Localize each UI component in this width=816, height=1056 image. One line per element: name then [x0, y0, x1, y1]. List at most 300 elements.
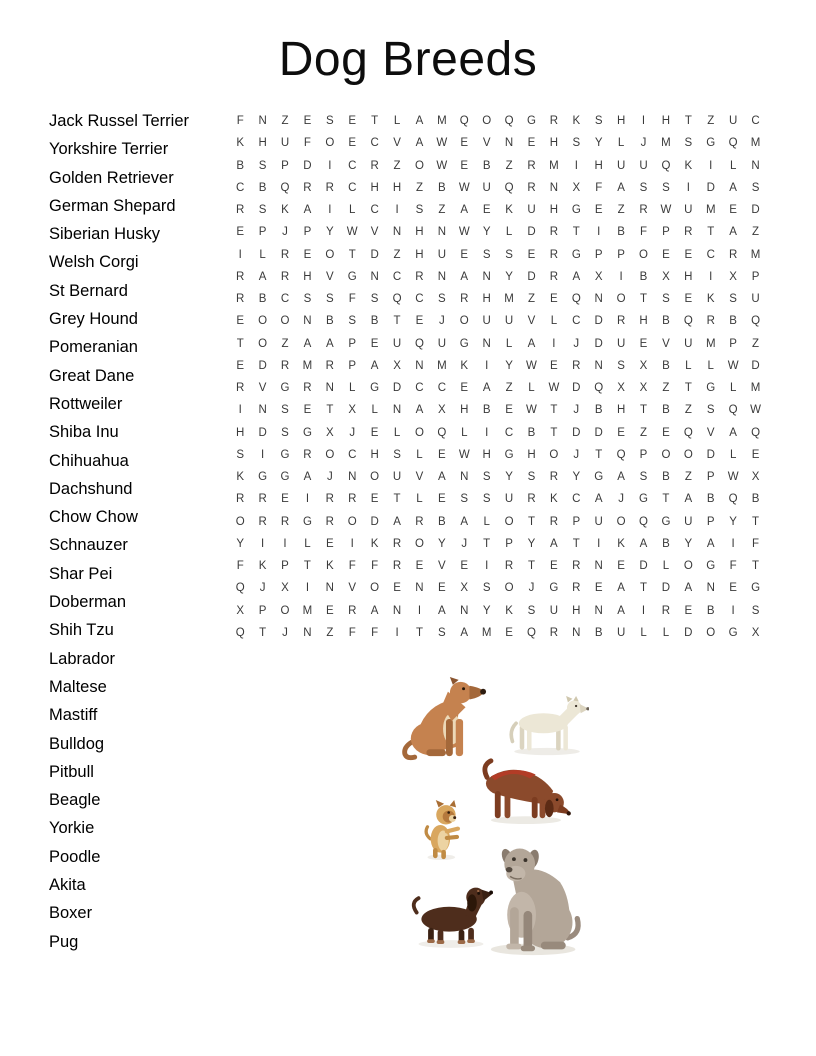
- word-list-item: Shar Pei: [49, 564, 113, 583]
- grid-letter: N: [303, 315, 312, 328]
- grid-letter: E: [460, 382, 469, 394]
- grid-letter: H: [303, 270, 312, 283]
- grid-letter: H: [415, 248, 424, 261]
- grid-letter: V: [348, 582, 357, 595]
- grid-letter: Q: [392, 293, 402, 305]
- grid-letter: S: [303, 293, 312, 305]
- grid-letter: N: [482, 337, 491, 350]
- grid-letter: A: [393, 515, 401, 528]
- grid-letter: W: [436, 159, 448, 172]
- grid-row: [229, 355, 767, 377]
- grid-letter: O: [683, 560, 693, 572]
- grid-letter: O: [616, 293, 626, 305]
- grid-letter: A: [303, 471, 312, 483]
- grid-row: [229, 310, 767, 332]
- grid-letter: I: [283, 537, 287, 550]
- word-list-item: Labrador: [49, 649, 116, 668]
- grid-letter: Y: [482, 226, 491, 239]
- grid-letter: S: [684, 137, 693, 150]
- grid-letter: W: [346, 226, 358, 239]
- grid-letter: O: [414, 159, 424, 172]
- grid-letter: R: [392, 560, 402, 572]
- grid-letter: Y: [505, 270, 513, 283]
- grid-letter: Q: [683, 315, 693, 328]
- grid-row: [229, 266, 767, 288]
- grid-letter: K: [281, 204, 289, 216]
- grid-letter: D: [594, 426, 603, 439]
- grid-row: [229, 622, 767, 644]
- grid-letter: L: [505, 226, 513, 239]
- grid-letter: Z: [505, 159, 513, 172]
- grid-letter: C: [348, 159, 357, 172]
- grid-letter: I: [417, 604, 422, 617]
- grid-letter: U: [684, 204, 693, 216]
- grid-letter: H: [482, 293, 491, 305]
- dog-white-hound-icon: [505, 696, 589, 756]
- grid-letter: A: [415, 115, 424, 127]
- grid-letter: S: [281, 426, 289, 439]
- grid-letter: L: [393, 115, 401, 127]
- grid-letter: D: [370, 248, 379, 261]
- grid-letter: L: [550, 315, 558, 328]
- grid-letter: S: [751, 181, 760, 194]
- grid-letter: F: [729, 560, 737, 572]
- grid-letter: T: [752, 560, 760, 572]
- grid-letter: S: [706, 404, 715, 417]
- grid-letter: A: [706, 537, 715, 550]
- grid-letter: O: [549, 448, 559, 461]
- grid-letter: V: [438, 560, 446, 572]
- grid-letter: B: [662, 359, 670, 372]
- grid-letter: G: [459, 337, 469, 350]
- grid-row: [229, 488, 767, 510]
- grid-letter: B: [751, 493, 760, 506]
- grid-letter: Q: [616, 448, 626, 461]
- grid-letter: I: [597, 226, 601, 239]
- grid-letter: G: [258, 471, 268, 483]
- grid-letter: I: [485, 359, 489, 372]
- grid-letter: R: [280, 359, 290, 372]
- grid-letter: D: [684, 626, 693, 639]
- grid-letter: Q: [280, 181, 290, 194]
- grid-letter: A: [572, 270, 581, 283]
- grid-letter: I: [328, 159, 332, 172]
- grid-letter: Z: [752, 226, 760, 239]
- grid-letter: N: [348, 471, 357, 483]
- grid-letter: V: [706, 426, 715, 439]
- grid-letter: I: [485, 560, 489, 572]
- grid-letter: R: [258, 493, 267, 506]
- grid-letter: L: [371, 404, 378, 417]
- grid-letter: H: [661, 115, 671, 127]
- grid-letter: P: [303, 226, 312, 239]
- grid-letter: T: [752, 515, 760, 528]
- grid-letter: E: [438, 582, 446, 595]
- dog-terrier-icon: [421, 800, 469, 861]
- grid-letter: Q: [728, 493, 738, 506]
- grid-letter: E: [729, 204, 737, 216]
- grid-letter: C: [437, 382, 447, 394]
- grid-row: [229, 444, 767, 466]
- grid-letter: I: [238, 248, 242, 261]
- word-list-item: Golden Retriever: [49, 168, 174, 187]
- grid-letter: A: [460, 270, 469, 283]
- page-title: Dog Breeds: [278, 33, 538, 86]
- word-list-item: Yorkshire Terrier: [49, 140, 169, 159]
- grid-letter: T: [393, 493, 401, 506]
- grid-letter: S: [438, 626, 446, 639]
- grid-letter: H: [616, 115, 626, 127]
- grid-letter: Y: [684, 537, 693, 550]
- grid-letter: K: [325, 560, 334, 572]
- grid-letter: I: [574, 159, 578, 172]
- grid-letter: T: [236, 337, 244, 350]
- grid-letter: S: [505, 248, 513, 261]
- grid-letter: V: [482, 137, 491, 150]
- grid-letter: L: [349, 204, 356, 216]
- grid-letter: B: [729, 315, 737, 328]
- grid-letter: K: [505, 604, 513, 617]
- word-list-item: Shiba Inu: [49, 423, 119, 442]
- grid-letter: D: [258, 359, 267, 372]
- grid-letter: E: [617, 560, 625, 572]
- grid-letter: Z: [326, 626, 334, 639]
- grid-letter: P: [505, 537, 513, 550]
- grid-letter: C: [415, 293, 424, 305]
- grid-letter: S: [281, 404, 289, 417]
- grid-letter: Z: [617, 204, 625, 216]
- grid-letter: D: [392, 382, 402, 394]
- grid-letter: A: [617, 582, 625, 595]
- grid-letter: B: [482, 159, 491, 172]
- grid-letter: O: [504, 582, 514, 595]
- grid-letter: O: [661, 448, 671, 461]
- grid-letter: E: [438, 448, 446, 461]
- grid-letter: M: [705, 204, 716, 216]
- grid-letter: X: [572, 181, 581, 194]
- grid-letter: W: [526, 404, 537, 417]
- grid-letter: R: [639, 204, 648, 216]
- grid-letter: E: [550, 359, 558, 372]
- dog-white-hound-shapes: [511, 696, 589, 755]
- grid-letter: G: [280, 471, 290, 483]
- grid-letter: Y: [236, 537, 245, 550]
- grid-row: [229, 110, 767, 132]
- grid-letter: D: [639, 560, 648, 572]
- grid-letter: P: [706, 515, 715, 528]
- grid-letter: N: [460, 604, 469, 617]
- word-list-item: Boxer: [49, 904, 93, 923]
- grid-letter: C: [370, 137, 379, 150]
- grid-letter: L: [416, 493, 423, 506]
- grid-letter: L: [259, 248, 266, 261]
- grid-letter: A: [460, 626, 469, 639]
- grid-letter: E: [684, 248, 693, 261]
- word-list-item: Beagle: [49, 791, 101, 810]
- grid-letter: R: [415, 270, 424, 283]
- grid-letter: N: [370, 270, 379, 283]
- grid-letter: A: [617, 181, 625, 194]
- grid-letter: B: [325, 315, 334, 328]
- grid-letter: R: [549, 248, 559, 261]
- grid-letter: U: [616, 337, 626, 350]
- grid-letter: Z: [527, 293, 535, 305]
- grid-letter: P: [729, 337, 737, 350]
- grid-row: [229, 221, 767, 243]
- grid-letter: S: [415, 204, 424, 216]
- grid-letter: N: [706, 582, 715, 595]
- grid-letter: U: [684, 515, 693, 528]
- grid-letter: H: [392, 181, 402, 194]
- grid-letter: K: [370, 537, 379, 550]
- grid-letter: W: [458, 448, 470, 461]
- grid-letter: G: [706, 382, 716, 394]
- grid-letter: O: [683, 448, 693, 461]
- grid-row: [229, 511, 767, 533]
- grid-letter: E: [303, 115, 312, 127]
- grid-letter: A: [617, 604, 625, 617]
- grid-letter: A: [325, 337, 334, 350]
- grid-letter: T: [550, 426, 558, 439]
- grid-letter: I: [328, 204, 332, 216]
- grid-letter: R: [572, 359, 581, 372]
- grid-letter: J: [640, 137, 647, 150]
- grid-letter: I: [552, 337, 556, 350]
- grid-letter: T: [684, 115, 692, 127]
- grid-letter: A: [370, 604, 379, 617]
- grid-letter: G: [527, 115, 536, 127]
- grid-letter: O: [459, 315, 469, 328]
- grid-letter: H: [370, 181, 379, 194]
- grid-letter: F: [371, 560, 379, 572]
- grid-letter: I: [395, 626, 399, 639]
- grid-letter: A: [438, 604, 446, 617]
- grid-letter: E: [415, 560, 424, 572]
- grid-letter: E: [438, 493, 446, 506]
- grid-letter: U: [482, 181, 491, 194]
- grid-letter: L: [617, 137, 625, 150]
- grid-letter: O: [482, 115, 492, 127]
- grid-letter: J: [349, 426, 356, 439]
- grid-letter: O: [325, 248, 335, 261]
- grid-letter: Q: [459, 115, 469, 127]
- grid-letter: Y: [572, 471, 581, 483]
- grid-letter: E: [415, 315, 424, 328]
- grid-letter: Q: [235, 582, 245, 595]
- grid-letter: A: [415, 404, 424, 417]
- grid-letter: O: [616, 515, 626, 528]
- word-list-item: Pug: [49, 932, 79, 951]
- grid-letter: G: [571, 248, 581, 261]
- grid-letter: P: [281, 159, 289, 172]
- grid-letter: M: [750, 382, 761, 394]
- grid-letter: W: [727, 359, 739, 372]
- grid-letter: O: [414, 537, 424, 550]
- grid-letter: R: [280, 270, 290, 283]
- word-list-item: Rottweiler: [49, 394, 123, 413]
- grid-letter: X: [236, 604, 245, 617]
- grid-letter: S: [662, 293, 670, 305]
- grid-letter: C: [236, 181, 245, 194]
- grid-letter: H: [236, 426, 245, 439]
- grid-row: [229, 132, 767, 154]
- grid-letter: D: [572, 382, 581, 394]
- grid-letter: P: [662, 226, 670, 239]
- grid-letter: S: [258, 204, 267, 216]
- grid-letter: R: [728, 248, 738, 261]
- grid-letter: E: [236, 359, 245, 372]
- grid-row: [229, 422, 767, 444]
- grid-letter: S: [594, 115, 603, 127]
- word-list-item: St Bernard: [49, 281, 128, 300]
- dog-mastiff-shapes: [491, 847, 578, 955]
- grid-letter: L: [393, 426, 401, 439]
- grid-letter: H: [572, 604, 581, 617]
- grid-letter: N: [258, 115, 267, 127]
- grid-letter: Q: [661, 159, 671, 172]
- grid-letter: W: [660, 204, 672, 216]
- grid-letter: D: [751, 204, 760, 216]
- grid-letter: B: [594, 404, 603, 417]
- dog-illustrations: [395, 672, 615, 962]
- grid-row: [229, 199, 767, 221]
- grid-letter: S: [729, 293, 737, 305]
- grid-letter: A: [594, 493, 603, 506]
- grid-letter: N: [594, 604, 603, 617]
- grid-letter: Y: [325, 226, 334, 239]
- grid-letter: L: [304, 537, 311, 550]
- grid-letter: N: [392, 404, 402, 417]
- grid-letter: R: [415, 515, 424, 528]
- grid-letter: T: [572, 537, 580, 550]
- grid-letter: T: [684, 382, 692, 394]
- grid-letter: S: [325, 293, 334, 305]
- grid-letter: S: [236, 448, 245, 461]
- grid-letter: E: [594, 204, 603, 216]
- grid-letter: E: [236, 226, 245, 239]
- grid-letter: U: [639, 159, 648, 172]
- grid-letter: D: [661, 582, 671, 595]
- grid-letter: E: [460, 248, 469, 261]
- grid-letter: I: [305, 493, 310, 506]
- grid-letter: J: [438, 315, 445, 328]
- grid-letter: O: [706, 626, 716, 639]
- grid-letter: B: [594, 626, 603, 639]
- grid-letter: T: [640, 293, 648, 305]
- grid-letter: D: [706, 448, 715, 461]
- grid-letter: H: [616, 404, 626, 417]
- grid-letter: I: [731, 537, 735, 550]
- grid-letter: S: [482, 471, 491, 483]
- grid-letter: P: [348, 337, 357, 350]
- grid-letter: W: [750, 404, 761, 417]
- grid-letter: M: [549, 159, 559, 172]
- grid-letter: S: [617, 359, 625, 372]
- word-list-item: Siberian Husky: [49, 225, 160, 244]
- grid-letter: P: [617, 248, 625, 261]
- grid-letter: S: [639, 471, 648, 483]
- grid-letter: S: [662, 181, 670, 194]
- grid-letter: S: [482, 493, 491, 506]
- grid-letter: A: [370, 359, 379, 372]
- grid-letter: Y: [527, 537, 536, 550]
- grid-letter: D: [527, 270, 536, 283]
- word-list-item: Dachshund: [49, 479, 133, 498]
- grid-letter: X: [617, 382, 625, 394]
- grid-letter: B: [639, 270, 648, 283]
- grid-letter: E: [236, 315, 245, 328]
- grid-letter: D: [527, 226, 536, 239]
- grid-letter: B: [662, 537, 670, 550]
- grid-letter: H: [594, 159, 603, 172]
- grid-letter: Y: [438, 537, 446, 550]
- grid-letter: J: [573, 448, 580, 461]
- grid-row: [229, 288, 767, 310]
- grid-letter: F: [371, 626, 379, 639]
- grid-letter: P: [706, 471, 715, 483]
- grid-letter: R: [460, 293, 469, 305]
- grid-letter: G: [571, 204, 581, 216]
- dog-great-dane-shapes: [405, 677, 486, 758]
- grid-letter: O: [325, 448, 335, 461]
- grid-letter: H: [549, 137, 559, 150]
- grid-letter: T: [595, 448, 603, 461]
- grid-letter: X: [639, 359, 648, 372]
- grid-letter: U: [684, 337, 693, 350]
- grid-letter: A: [460, 204, 469, 216]
- grid-letter: R: [325, 359, 334, 372]
- grid-letter: X: [751, 626, 760, 639]
- grid-letter: U: [616, 159, 626, 172]
- grid-letter: R: [280, 248, 290, 261]
- grid-letter: I: [641, 604, 646, 617]
- grid-letter: B: [706, 604, 715, 617]
- grid-letter: A: [684, 582, 693, 595]
- grid-letter: N: [415, 359, 424, 372]
- grid-letter: M: [302, 359, 313, 372]
- grid-letter: N: [572, 626, 581, 639]
- grid-letter: H: [527, 448, 536, 461]
- grid-letter: D: [751, 359, 760, 372]
- grid-letter: I: [485, 426, 489, 439]
- grid-letter: N: [549, 181, 559, 194]
- grid-letter: E: [370, 426, 379, 439]
- grid-letter: Q: [437, 426, 447, 439]
- grid-letter: S: [460, 493, 469, 506]
- grid-letter: A: [684, 493, 693, 506]
- grid-letter: R: [280, 515, 290, 528]
- word-list-item: Pomeranian: [49, 338, 138, 357]
- grid-letter: W: [458, 181, 470, 194]
- grid-letter: A: [460, 515, 469, 528]
- grid-letter: L: [729, 159, 737, 172]
- grid-letter: W: [727, 471, 739, 483]
- grid-letter: D: [258, 426, 267, 439]
- grid-letter: G: [594, 471, 604, 483]
- grid-letter: C: [415, 382, 424, 394]
- grid-letter: J: [326, 471, 333, 483]
- grid-letter: R: [348, 604, 357, 617]
- grid-letter: Z: [415, 181, 423, 194]
- grid-letter: Z: [752, 337, 760, 350]
- grid-letter: L: [729, 382, 737, 394]
- grid-letter: T: [303, 560, 311, 572]
- grid-letter: N: [392, 226, 402, 239]
- grid-letter: V: [258, 382, 267, 394]
- grid-letter: A: [258, 270, 267, 283]
- grid-letter: P: [281, 560, 289, 572]
- dog-mastiff-icon: [487, 838, 585, 957]
